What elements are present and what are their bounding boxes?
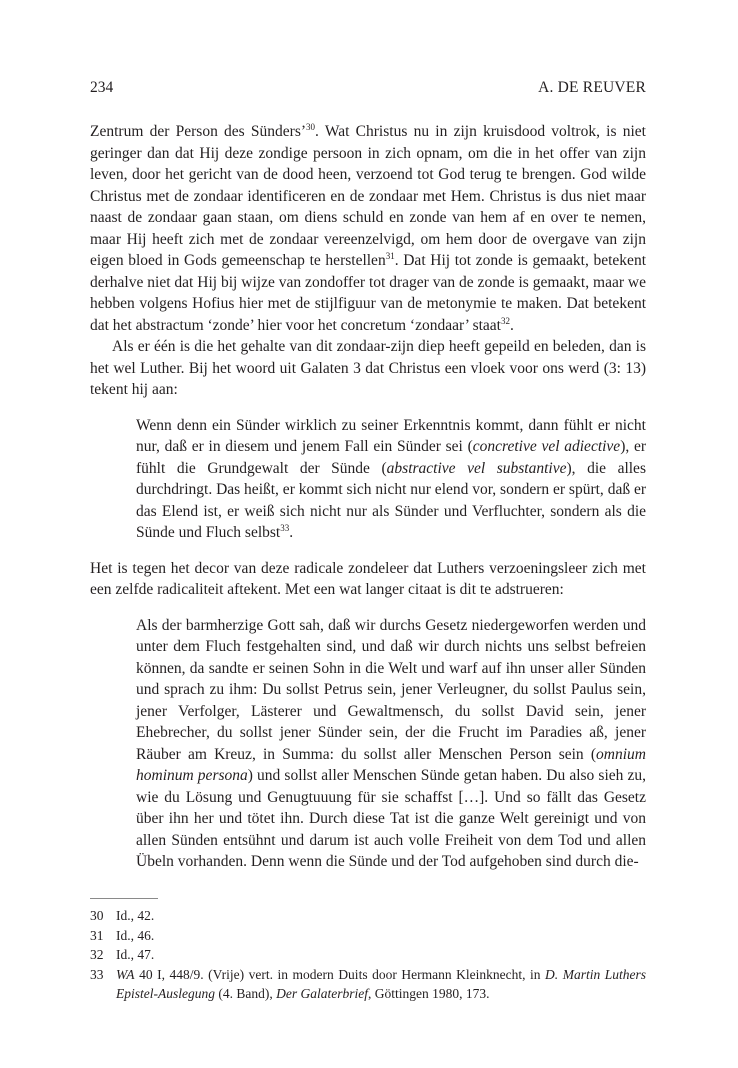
text-run: ), er fühlt die Grundgewalt der Sünde ( xyxy=(136,438,647,477)
footnote-number: 32 xyxy=(90,947,104,962)
footnote-number: 30 xyxy=(90,908,104,923)
text-run: . xyxy=(510,316,514,334)
footnote-number: 31 xyxy=(90,927,104,943)
footnotes xyxy=(90,906,646,1004)
footnote-text: (4. Band), xyxy=(214,986,277,1001)
text-run: Zentrum der Person des Sünders’ xyxy=(90,123,307,140)
text-run: . Wat Christus nu in zijn kruisdood voltrok, is niet geringer dan dat Hij deze zondige persoon in zich opnam, om die in het offer van zijn leven, door het gericht van de dood heen, verzoend tot God terug te brengen. God wilde Christus met de zondaar identificeren en de zondaar met Hem. Christus is dus niet maar naast de zondaar gaan staan, om diens schuld en zonde van hem af en over te nemen, maar Hij heeft zich met de zondaar vereenzelvigd, om hem door de overgave van zijn eigen bloed in Gods gemeenschap te herstellen xyxy=(90,123,646,269)
latin-term: concretive vel adiective xyxy=(472,438,621,455)
footnote-separator xyxy=(90,898,158,899)
book-title: Der Galaterbrief xyxy=(276,986,368,1001)
footnote-ref-30: 30 xyxy=(306,121,316,132)
quote-1-text xyxy=(136,415,646,544)
text-run: . xyxy=(289,524,294,541)
footnote-32 xyxy=(90,945,646,965)
book-page xyxy=(90,0,646,1068)
page-number: 234 xyxy=(90,79,114,96)
paragraph-1 xyxy=(90,121,646,336)
main-text xyxy=(90,121,646,887)
latin-term: omnium hominum persona xyxy=(136,745,646,784)
footnote-text: , Göttingen 1980, 173. xyxy=(367,986,490,1001)
text-run: Wenn denn ein Sünder wirklich zu seiner Erkenntnis kommt, dann fühlt er nicht nur, daß er in diesem und jenem Fall ein Sünder sei ( xyxy=(136,416,646,455)
footnote-ref-32: 32 xyxy=(501,315,510,326)
text-run: . Dat Hij tot zonde is gemaakt, betekent derhalve niet dat Hij bij wijze van zondoffer tot drager van de zonde is gemaakt, maar we hebben volgens Hofius hier met de stijlfiguur van de metonymie te maken. Dat betekent dat het abstractum ‘zonde’ hier voor het concretum ‘zondaar’ staat xyxy=(90,252,646,334)
running-author: A. DE REUVER xyxy=(538,79,646,96)
paragraph-2: Als er één is die het gehalte van dit zondaar-zijn diep heeft gepeild en beleden, dan is het wel Luther. Bij het woord uit Galaten 3 dat Christus een vloek voor ons werd (3: 13) tekent hij aan: xyxy=(90,338,646,398)
footnote-text: Id., 42. xyxy=(116,908,155,923)
block-quote-2 xyxy=(136,615,646,873)
book-title: D. Martin Luthers Epistel-Auslegung xyxy=(116,966,646,1001)
footnote-text: 40 I, 448/9. (Vrije) vert. in modern Duits door Hermann Kleinknecht, in xyxy=(134,966,546,982)
text-run: ), die alles durchdringt. Das heißt, er kommt sich nicht nur elend vor, sondern er spürt, daß er das Elend ist, er weiß sich nicht nur als Sünder und Verfluchter, sondern als die Sünde und Fluch selbst xyxy=(136,459,646,541)
block-quote-1 xyxy=(136,415,646,544)
footnote-text: Id., 46. xyxy=(116,927,155,943)
footnote-number: 33 xyxy=(90,966,104,982)
latin-term: abstractive vel substantive xyxy=(386,459,567,477)
footnote-33 xyxy=(90,965,646,1004)
text-run: ) und sollst aller Menschen Sünde getan haben. Du also sieh zu, wie du Lösung und Genugtuuung für sie schaffst […]. Und so fällt das Gesetz über ihn her und tötet ihn. Durch diese Tat ist die ganze Welt gereinigt und von allen Sünden entsühnt und darum ist auch volle Freiheit von dem Tod und allen Übeln vorhanden. Denn wenn die Sünde und der Tod aufgehoben sind durch die- xyxy=(136,767,647,870)
footnote-ref-33: 33 xyxy=(280,522,290,533)
abbrev-title: WA xyxy=(116,966,135,982)
paragraph-3: Het is tegen het decor van deze radicale zondeleer dat Luthers verzoeningsleer zich met een zelfde radicaliteit aftekent. Met een wat langer citaat is dit te adstrueren: xyxy=(90,559,646,598)
text-run: Als der barmherzige Gott sah, daß wir durchs Gesetz niedergeworfen werden und unter dem Fluch festgehalten sind, und daß wir durch nichts uns selbst befreien können, da sandte er seinen Sohn in die Welt und warf auf ihn unser aller Sünden und sprach zu ihm: Du sollst Petrus sein, jener Verleugner, du sollst Paulus sein, jener Verfolger, Lästerer und Gewaltmensch, du sollst David sein, jener Ehebrecher, du sollst jener Sünder sein, der die Frucht im Paradies aß, jener Räuber am Kreuz, in Summa: du sollst aller Menschen Person sein ( xyxy=(136,616,646,763)
footnote-text: Id., 47. xyxy=(116,947,155,962)
footnote-ref-31: 31 xyxy=(385,250,395,261)
footnote-30 xyxy=(90,906,646,926)
footnote-31 xyxy=(90,926,646,946)
quote-2-text xyxy=(136,615,646,873)
